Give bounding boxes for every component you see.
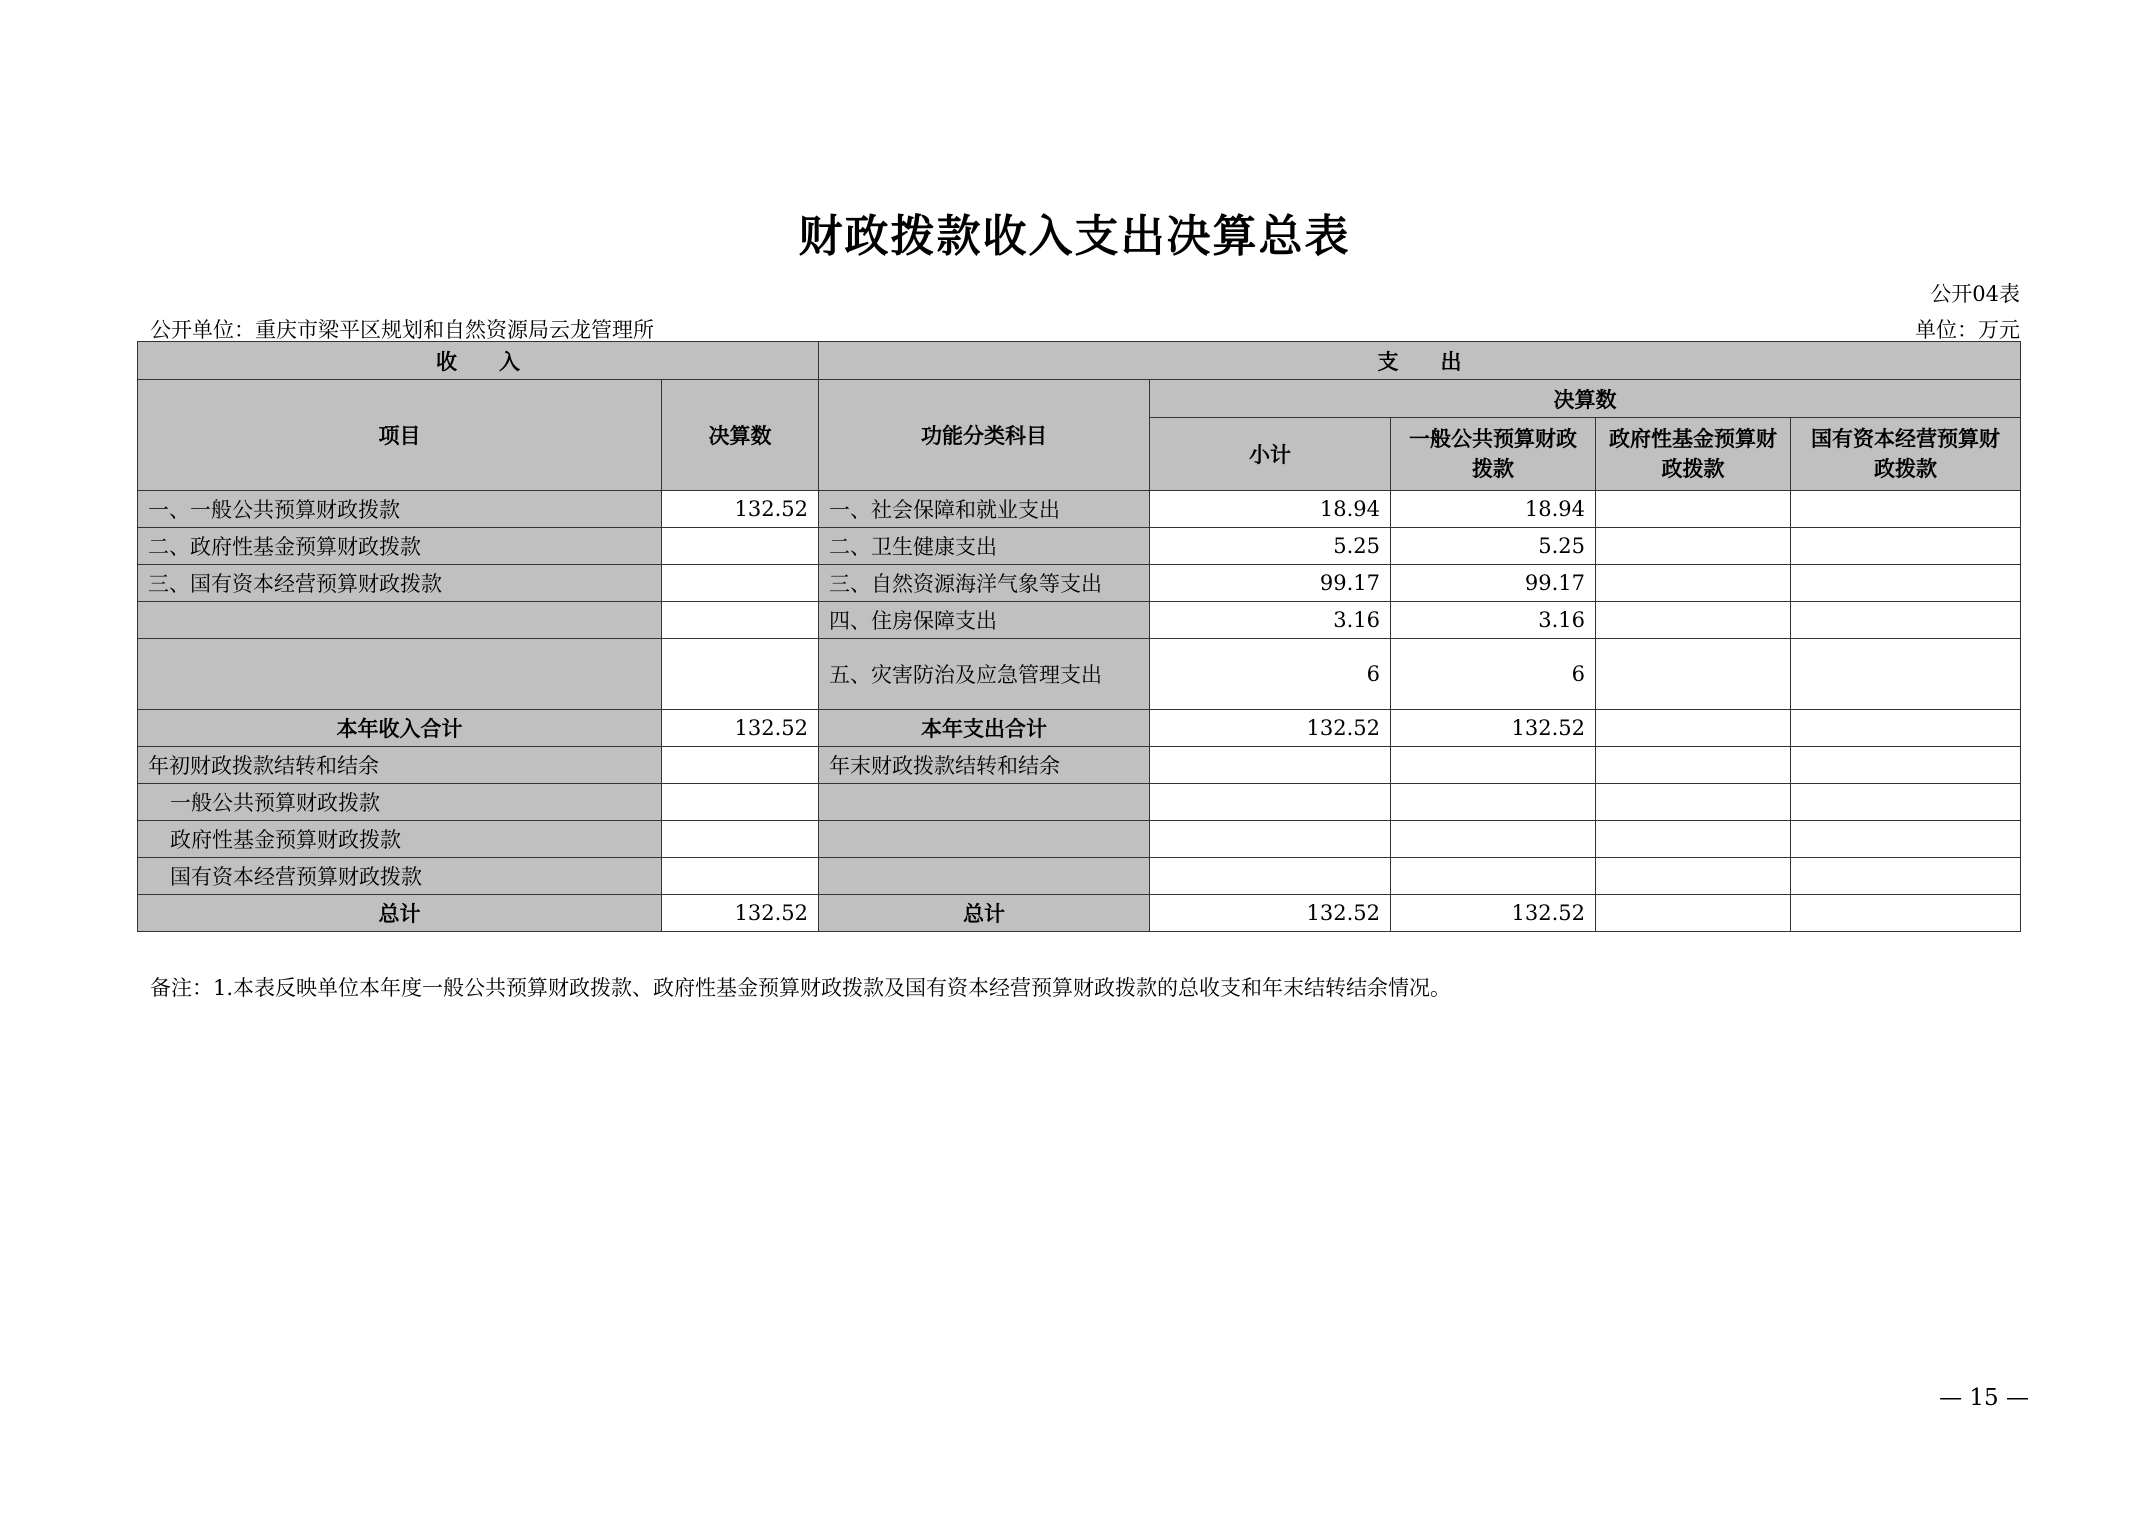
income-item [138, 639, 662, 710]
general-budget-value [1391, 784, 1596, 821]
general-budget-value: 5.25 [1391, 528, 1596, 565]
expense-item [819, 858, 1150, 895]
currency-unit: 单位：万元 [1915, 318, 2020, 342]
income-total-label: 总计 [138, 895, 662, 932]
expense-item: 四、住房保障支出 [819, 602, 1150, 639]
income-amount-header: 决算数 [662, 380, 819, 491]
subtotal-value: 132.52 [1150, 895, 1391, 932]
subtotal-value: 99.17 [1150, 565, 1391, 602]
income-amount [662, 528, 819, 565]
table-row [138, 602, 2021, 639]
subtotal-value: 132.52 [1150, 710, 1391, 747]
gov-fund-value [1596, 895, 1791, 932]
state-capital-value [1791, 784, 2021, 821]
general-budget-value [1391, 821, 1596, 858]
expense-item [819, 784, 1150, 821]
income-amount [662, 784, 819, 821]
income-item: 三、国有资本经营预算财政拨款 [138, 565, 662, 602]
expense-total-label: 总计 [819, 895, 1150, 932]
subtotal-value [1150, 821, 1391, 858]
form-code: 公开04表 [1930, 282, 2020, 306]
expense-item: 三、自然资源海洋气象等支出 [819, 565, 1150, 602]
gov-fund-value [1596, 710, 1791, 747]
income-item: 政府性基金预算财政拨款 [138, 821, 662, 858]
general-budget-value: 18.94 [1391, 491, 1596, 528]
table-row [138, 858, 2021, 895]
function-category-header: 功能分类科目 [819, 380, 1150, 491]
table-row [138, 639, 2021, 710]
item-header: 项目 [138, 380, 662, 491]
table-row [138, 491, 2021, 528]
income-item: 一、一般公共预算财政拨款 [138, 491, 662, 528]
general-budget-value [1391, 858, 1596, 895]
fiscal-summary-table [137, 341, 2021, 932]
subtotal-value [1150, 784, 1391, 821]
income-amount [662, 747, 819, 784]
income-subtotal-label: 本年收入合计 [138, 710, 662, 747]
table-row-total [138, 710, 2021, 747]
subtotal-value: 6 [1150, 639, 1391, 710]
general-budget-value [1391, 747, 1596, 784]
state-capital-value [1791, 895, 2021, 932]
subtotal-value [1150, 747, 1391, 784]
income-amount [662, 858, 819, 895]
gov-fund-value [1596, 528, 1791, 565]
gov-fund-value [1596, 491, 1791, 528]
general-budget-value: 6 [1391, 639, 1596, 710]
general-budget-header: 一般公共预算财政拨款 [1391, 418, 1596, 491]
income-amount [662, 639, 819, 710]
income-amount: 132.52 [662, 491, 819, 528]
income-header: 收 入 [138, 342, 819, 380]
income-amount: 132.52 [662, 895, 819, 932]
expense-subtotal-label: 本年支出合计 [819, 710, 1150, 747]
subtotal-value [1150, 858, 1391, 895]
income-item: 年初财政拨款结转和结余 [138, 747, 662, 784]
reporting-unit: 公开单位：重庆市梁平区规划和自然资源局云龙管理所 [150, 318, 654, 342]
state-capital-value [1791, 528, 2021, 565]
general-budget-value: 99.17 [1391, 565, 1596, 602]
state-capital-value [1791, 491, 2021, 528]
gov-fund-value [1596, 784, 1791, 821]
gov-fund-value [1596, 565, 1791, 602]
income-amount [662, 821, 819, 858]
gov-fund-value [1596, 858, 1791, 895]
expense-header: 支 出 [819, 342, 2021, 380]
subtotal-value: 3.16 [1150, 602, 1391, 639]
state-capital-header: 国有资本经营预算财政拨款 [1791, 418, 2021, 491]
final-amount-header: 决算数 [1150, 380, 2021, 418]
subtotal-value: 5.25 [1150, 528, 1391, 565]
expense-item: 年末财政拨款结转和结余 [819, 747, 1150, 784]
expense-item: 五、灾害防治及应急管理支出 [819, 639, 1150, 710]
page-title: 财政拨款收入支出决算总表 [798, 211, 1351, 262]
state-capital-value [1791, 639, 2021, 710]
table-row-grand-total [138, 895, 2021, 932]
state-capital-value [1791, 710, 2021, 747]
table-row [138, 528, 2021, 565]
subtotal-header: 小计 [1150, 418, 1391, 491]
income-amount [662, 565, 819, 602]
income-item: 二、政府性基金预算财政拨款 [138, 528, 662, 565]
income-amount [662, 602, 819, 639]
subtotal-value: 18.94 [1150, 491, 1391, 528]
gov-fund-value [1596, 821, 1791, 858]
table-row [138, 821, 2021, 858]
income-amount: 132.52 [662, 710, 819, 747]
page-number: — 15 — [1939, 1385, 2029, 1411]
gov-fund-value [1596, 747, 1791, 784]
state-capital-value [1791, 858, 2021, 895]
state-capital-value [1791, 747, 2021, 784]
expense-item: 一、社会保障和就业支出 [819, 491, 1150, 528]
gov-fund-value [1596, 639, 1791, 710]
state-capital-value [1791, 565, 2021, 602]
income-item [138, 602, 662, 639]
state-capital-value [1791, 821, 2021, 858]
state-capital-value [1791, 602, 2021, 639]
general-budget-value: 132.52 [1391, 895, 1596, 932]
general-budget-value: 3.16 [1391, 602, 1596, 639]
gov-fund-header: 政府性基金预算财政拨款 [1596, 418, 1791, 491]
table-note: 备注：1.本表反映单位本年度一般公共预算财政拨款、政府性基金预算财政拨款及国有资本经营预算财政拨款的总收支和年末结转结余情况。 [150, 976, 1452, 1000]
income-item: 国有资本经营预算财政拨款 [138, 858, 662, 895]
expense-item [819, 821, 1150, 858]
table-row [138, 565, 2021, 602]
gov-fund-value [1596, 602, 1791, 639]
table-row [138, 784, 2021, 821]
income-item: 一般公共预算财政拨款 [138, 784, 662, 821]
expense-item: 二、卫生健康支出 [819, 528, 1150, 565]
table-row [138, 747, 2021, 784]
general-budget-value: 132.52 [1391, 710, 1596, 747]
